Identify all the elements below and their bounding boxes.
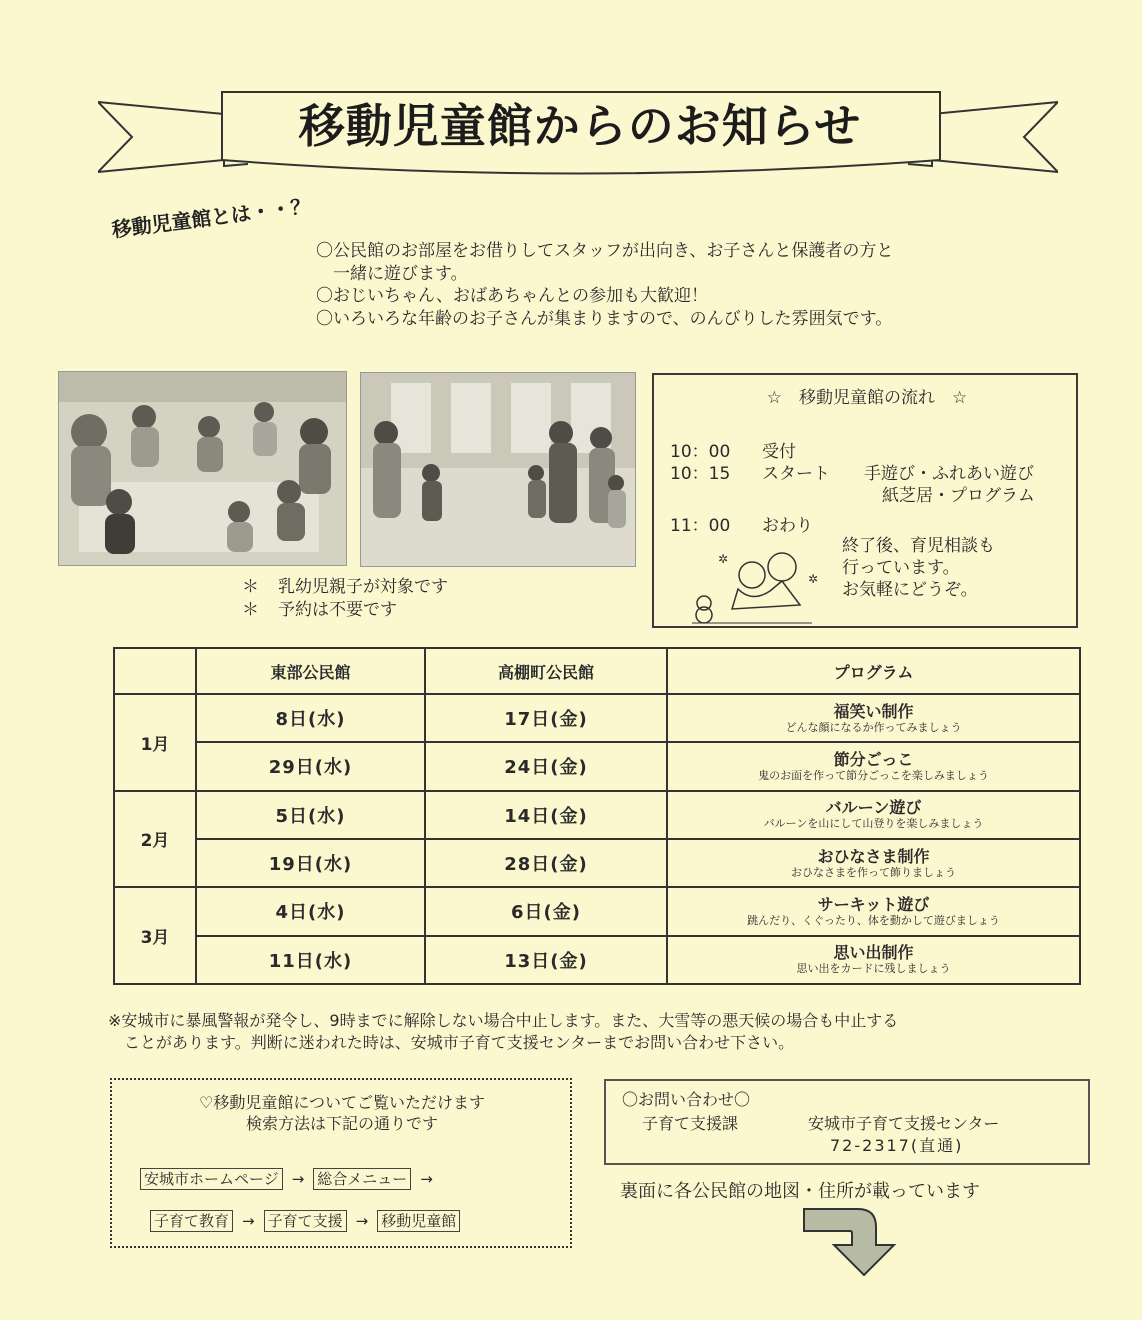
table-header-row (114, 648, 1080, 694)
takatana-date: 17日(金) (425, 694, 667, 742)
program-desc: どんな顔になるか作ってみましょう (785, 720, 962, 734)
flow-time: 10：15 (670, 464, 731, 484)
month-cell: 2月 (114, 791, 196, 888)
contact-box (604, 1079, 1090, 1165)
intro-line: 〇いろいろな年齢のお子さんが集まりますので、のんびりした雰囲気です。 (316, 308, 893, 329)
curved-arrow-icon (800, 1205, 920, 1277)
flow-time: 10：00 (670, 442, 731, 462)
takatana-date: 6日(金) (425, 887, 667, 935)
program-cell (667, 742, 1080, 790)
flow-label: スタート (762, 464, 830, 484)
east-date: 11日(水) (196, 936, 425, 984)
header-east: 東部公民館 (196, 648, 425, 694)
program-desc: バルーンを山にして山登りを楽しみましょう (763, 817, 984, 831)
flow-label: 受付 (762, 442, 796, 462)
contact-department: 子育て支援課 (642, 1114, 739, 1133)
flow-box (652, 373, 1078, 628)
intro-list (316, 240, 1056, 330)
path-general-menu: 総合メニュー (313, 1168, 411, 1190)
asterisk-mark: ＊ (242, 600, 259, 620)
program-name: バルーン遊び (825, 798, 922, 818)
svg-text:✲: ✲ (808, 572, 819, 586)
east-date: 19日(水) (196, 839, 425, 887)
flow-label: おわり (762, 516, 813, 536)
program-name: おひなさま制作 (817, 846, 930, 866)
table-row (114, 694, 1080, 742)
caution-line: ことがあります。判断に迷われた時は、安城市子育て支援センターまでお問い合わせ下さい。 (108, 1033, 795, 1052)
back-page-note: 裏面に各公民館の地図・住所が載っています (620, 1181, 980, 1202)
navigation-path-row (150, 1210, 460, 1232)
table-row (114, 791, 1080, 839)
caution-line: ※安城市に暴風警報が発令し、9時までに解除しない場合中止します。また、大雪等の悪天候の場合も中止する (108, 1011, 899, 1030)
takatana-date: 28日(金) (425, 839, 667, 887)
note-line (242, 576, 448, 599)
header-program: プログラム (667, 648, 1080, 694)
flow-desc: 紙芝居・プログラム (882, 486, 1035, 506)
search-line: ♡移動児童館についてご覧いただけます (198, 1093, 486, 1112)
program-cell (667, 694, 1080, 742)
note-text: 乳幼児親子が対象です (278, 577, 448, 597)
page-title: 移動児童館からのお知らせ (298, 99, 862, 153)
program-desc: 思い出をカードに残しましょう (796, 962, 951, 976)
photo-hall-walking (360, 372, 636, 567)
parent-child-illustration (682, 545, 822, 625)
month-cell: 3月 (114, 887, 196, 984)
navigation-path-row (140, 1168, 442, 1190)
east-date: 5日(水) (196, 791, 425, 839)
intro-line: 〇おじいちゃん、おばあちゃんとの参加も大歓迎！ (316, 286, 709, 306)
table-row (114, 742, 1080, 790)
caution-note (108, 1010, 1108, 1054)
month-cell: 1月 (114, 694, 196, 791)
table-row (114, 839, 1080, 887)
intro-line: 一緒に遊びます。 (316, 263, 468, 284)
contact-heading: 〇お問い合わせ〇 (622, 1090, 751, 1109)
arrow-right-icon: → (291, 1170, 305, 1188)
search-instructions-box (110, 1078, 572, 1248)
east-date: 29日(水) (196, 742, 425, 790)
intro-line: 〇公民館のお部屋をお借りしてスタッフが出向き、お子さんと保護者の方と (316, 241, 894, 261)
schedule-table (113, 647, 1081, 985)
takatana-date: 14日(金) (425, 791, 667, 839)
program-desc: 鬼のお面を作って節分ごっこを楽しみましょう (758, 768, 989, 782)
flow-desc: 手遊び・ふれあい遊び (864, 464, 1034, 484)
takatana-date: 24日(金) (425, 742, 667, 790)
flow-note-line: 行っています。 (842, 558, 960, 578)
program-name: 思い出制作 (833, 943, 914, 963)
header-takatana: 高棚町公民館 (425, 648, 667, 694)
contact-center: 安城市子育て支援センター (808, 1114, 1000, 1133)
notes (242, 576, 448, 622)
flow-time: 11：00 (670, 516, 731, 536)
program-cell (667, 839, 1080, 887)
note-text: 予約は不要です (278, 600, 397, 620)
path-childcare-support: 子育て支援 (264, 1210, 347, 1232)
svg-text:✲: ✲ (718, 552, 729, 566)
program-name: サーキット遊び (817, 894, 930, 914)
arrow-right-icon: → (242, 1212, 255, 1230)
photo-children-playing (58, 371, 347, 566)
east-date: 8日(水) (196, 694, 425, 742)
table-row (114, 887, 1080, 935)
search-lines (142, 1092, 542, 1134)
table-row (114, 936, 1080, 984)
arrow-right-icon: → (355, 1212, 369, 1230)
program-cell (667, 887, 1080, 935)
path-childcare-education: 子育て教育 (150, 1210, 233, 1232)
program-name: 節分ごっこ (833, 749, 914, 769)
program-desc: おひなさまを作って飾りましょう (791, 865, 956, 879)
asterisk-mark: ＊ (242, 577, 259, 597)
header-blank (114, 648, 196, 694)
program-desc: 跳んだり、くぐったり、体を動かして遊びましょう (747, 913, 1000, 927)
flow-title: ☆ 移動児童館の流れ ☆ (766, 388, 968, 408)
program-cell (667, 936, 1080, 984)
path-mobile-childrens-center: 移動児童館 (377, 1210, 460, 1232)
takatana-date: 13日(金) (425, 936, 667, 984)
program-cell (667, 791, 1080, 839)
flow-note-line: お気軽にどうぞ。 (842, 580, 978, 600)
contact-phone: 72-2317(直通) (830, 1136, 964, 1155)
program-name: 福笑い制作 (833, 701, 914, 721)
note-line (242, 599, 448, 622)
search-line: 検索方法は下記の通りです (245, 1114, 438, 1133)
path-homepage: 安城市ホームページ (140, 1168, 283, 1190)
flow-note-line: 終了後、育児相談も (842, 536, 995, 556)
flow-note (842, 535, 1062, 601)
arrow-right-icon: → (420, 1170, 433, 1188)
intro-heading: 移動児童館とは・・？ (110, 193, 312, 242)
east-date: 4日(水) (196, 887, 425, 935)
